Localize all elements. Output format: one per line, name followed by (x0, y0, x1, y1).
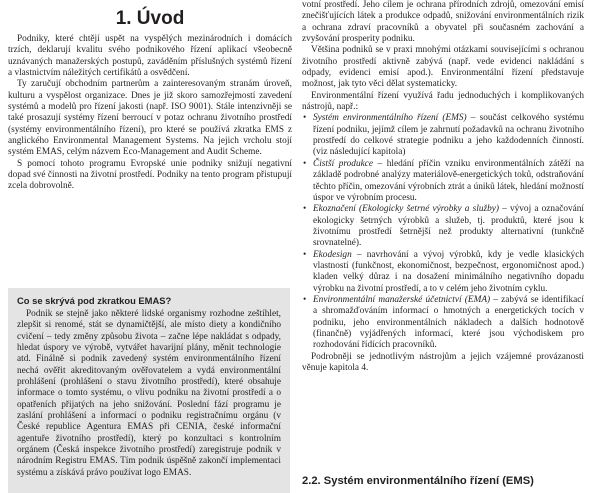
chapter-title: 1. Úvod (115, 8, 185, 29)
emas-info-box (8, 288, 290, 493)
emas-box-text: Podnik se stejně jako některé lidské organismy rozhodne zeštíhlet, zlepšit si renomé, stát se dynamičtější, ale místo diety a kondičního cvičení – tedy změny způsobu života – začne lépe nakládat s odpady, hledat úspory ve výrobě, vytvářet havarijní plány, měnit technologie atd. Finálně si podnik zavedený systém environmentálního řízení nechá ověřit akreditovaným ověřovatelem a vydá environmentální prohlášení (prohlášení o stavu životního prostředí), které obsahuje informace o tomto systému, o vlivu podniku na životní prostředí a o opatřeních přijatých na jeho snižování. Poslední fází programu je zaslání prohlášení a informací o podniku registračnímu orgánu (v České republice Agentura EMAS při CENIA, české informační agentuře životního prostředí), který po konzultaci s kontrolním orgánem (Česká inspekce životního prostředí) zaregistruje podnik v národním Registru EMAS. Tím podnik úspěšně zakončí implementaci systému a získává právo používat logo EMAS. (17, 309, 281, 478)
list-item (302, 204, 584, 249)
list-item (302, 295, 584, 352)
bullet-icon: • (303, 113, 307, 124)
tool-term: Environmentální manažerské účetnictví (EMA) (313, 294, 491, 305)
bullet-icon: • (303, 204, 307, 215)
bullet-icon: • (303, 158, 307, 169)
list-item (302, 113, 584, 158)
right-closing-paragraph: Podrobněji se jednotlivým nástrojům a jejich vzájemné provázanosti věnuje kapitola 4. (302, 351, 584, 373)
left-column (8, 0, 292, 193)
tool-desc: – zabývá se identifikací a shromažďováním informací o hmotných a energetických tocích v podniku, jeho environmentálních nákladech a dalších hodnotově (finančně) vyjádřených informací, které jsou východiskem pro rozhodování řídících pracovníků. (313, 294, 584, 351)
tool-desc: – součást celkového systému řízení podniku, jejímž cílem je zahrnutí požadavků na ochranu životního prostředí do celkové strategie podniku a jeho každodenních činností. (viz následující kapitola) (313, 113, 584, 158)
tool-desc: – vývoj a označování ekologicky šetrných výrobků a služeb, tj. produktů, které jsou k životnímu prostředí šetrnější než produkty alternativní (tunkčně srovnatelné). (313, 204, 584, 249)
bullet-icon: • (303, 249, 307, 260)
right-intro-paragraph: votní prostředí. Jeho cílem je ochrana přírodních zdrojů, omezování emisí znečišťujících látek a produkce odpadů, snižování environmentálních rizik a ochrana zdraví pracovníků a obyvatel při současném zachování a zvyšování prosperity podniku. (302, 0, 584, 45)
intro-paragraph-2 (8, 79, 292, 158)
tool-desc: – hledání příčin vzniku environmentálních zátěží na základě podrobné analýzy materiálově-energetických toků, odstraňování těchto příčin, omezování výrobních ztrát a úniků látek, hledání možností úspor ve výrobním procesu. (313, 158, 584, 203)
tools-list (302, 113, 584, 351)
list-item (302, 159, 584, 204)
tool-term: Ekoznačení (Ekologicky šetrné výrobky a služby) (313, 204, 499, 215)
tool-desc: – navrhování a vývoj výrobků, kdy je vedle klasických vlastností (funkčnost, ekonomičnost, bezpečnost, ergonomičnost apod.) kladen velký důraz i na dosažení minimálního negativního dopadu výrobku na životní prostředí, a to v celém jeho životním cyklu. (313, 249, 584, 294)
right-column (302, 0, 584, 374)
section-heading: 2.2. Systém environmentálního řízení (EMS) (302, 475, 534, 487)
intro-paragraph-2-text: Ty zaručují obchodním partnerům a zainteresovaným stranám úroveň, kulturu a vyspělost organizace. Dnes je již skoro samozřejmostí zavedení systémů a modelů pro řízení jakosti (např. ISO 9001). Stále intenzivněji se také prosazují systémy řízení berroucí v potaz ochranu životního prostředí (systémy environmentálního řízení), pro které se používá zkratka EMS z anglického Environmental Management Systems. Na jejich vrcholu stojí systém EMAS, celým názvem Eco-Management and Audit Scheme. (8, 79, 292, 158)
right-paragraph-1: Většina podniků se v praxi mnohými otázkami souvisejícími s ochranou životního prostředí aktivně zabývá (např. vede evidenci nakládání s odpady, evidenci emisí apod.). Environmentální řízení představuje možnost, jak tyto věci dělat systematicky. (302, 45, 584, 90)
bullet-icon: • (303, 294, 307, 305)
intro-paragraph-3: S pomocí tohoto programu Evropské unie podniky snižují negativní dopad své činnosti na životní prostředí. Podniky na tento program přistupují zcela dobrovolně. (8, 158, 292, 192)
list-item (302, 250, 584, 295)
tool-term: Ekodesign (313, 249, 352, 260)
right-paragraph-2: Environmentální řízení využívá řadu jednoduchých i komplikovaných nástrojů, např.: (302, 90, 584, 113)
tool-term: Systém environmentálního řízení (EMS) (313, 113, 467, 124)
tool-term: Čistší produkce (313, 158, 373, 169)
intro-paragraph-1: Podniky, které chtějí uspět na vyspělých mezinárodních i domácích trzích, deklarují kvalitu svého podnikového řízení aplikací všeobecně uznávaných manažerských postupů, zaváděním příslušných systémů řízení a vlastnictvím náležitých certifikátů a osvědčení. (8, 34, 292, 79)
emas-box-title: Co se skrývá pod zkratkou EMAS? (17, 295, 172, 306)
